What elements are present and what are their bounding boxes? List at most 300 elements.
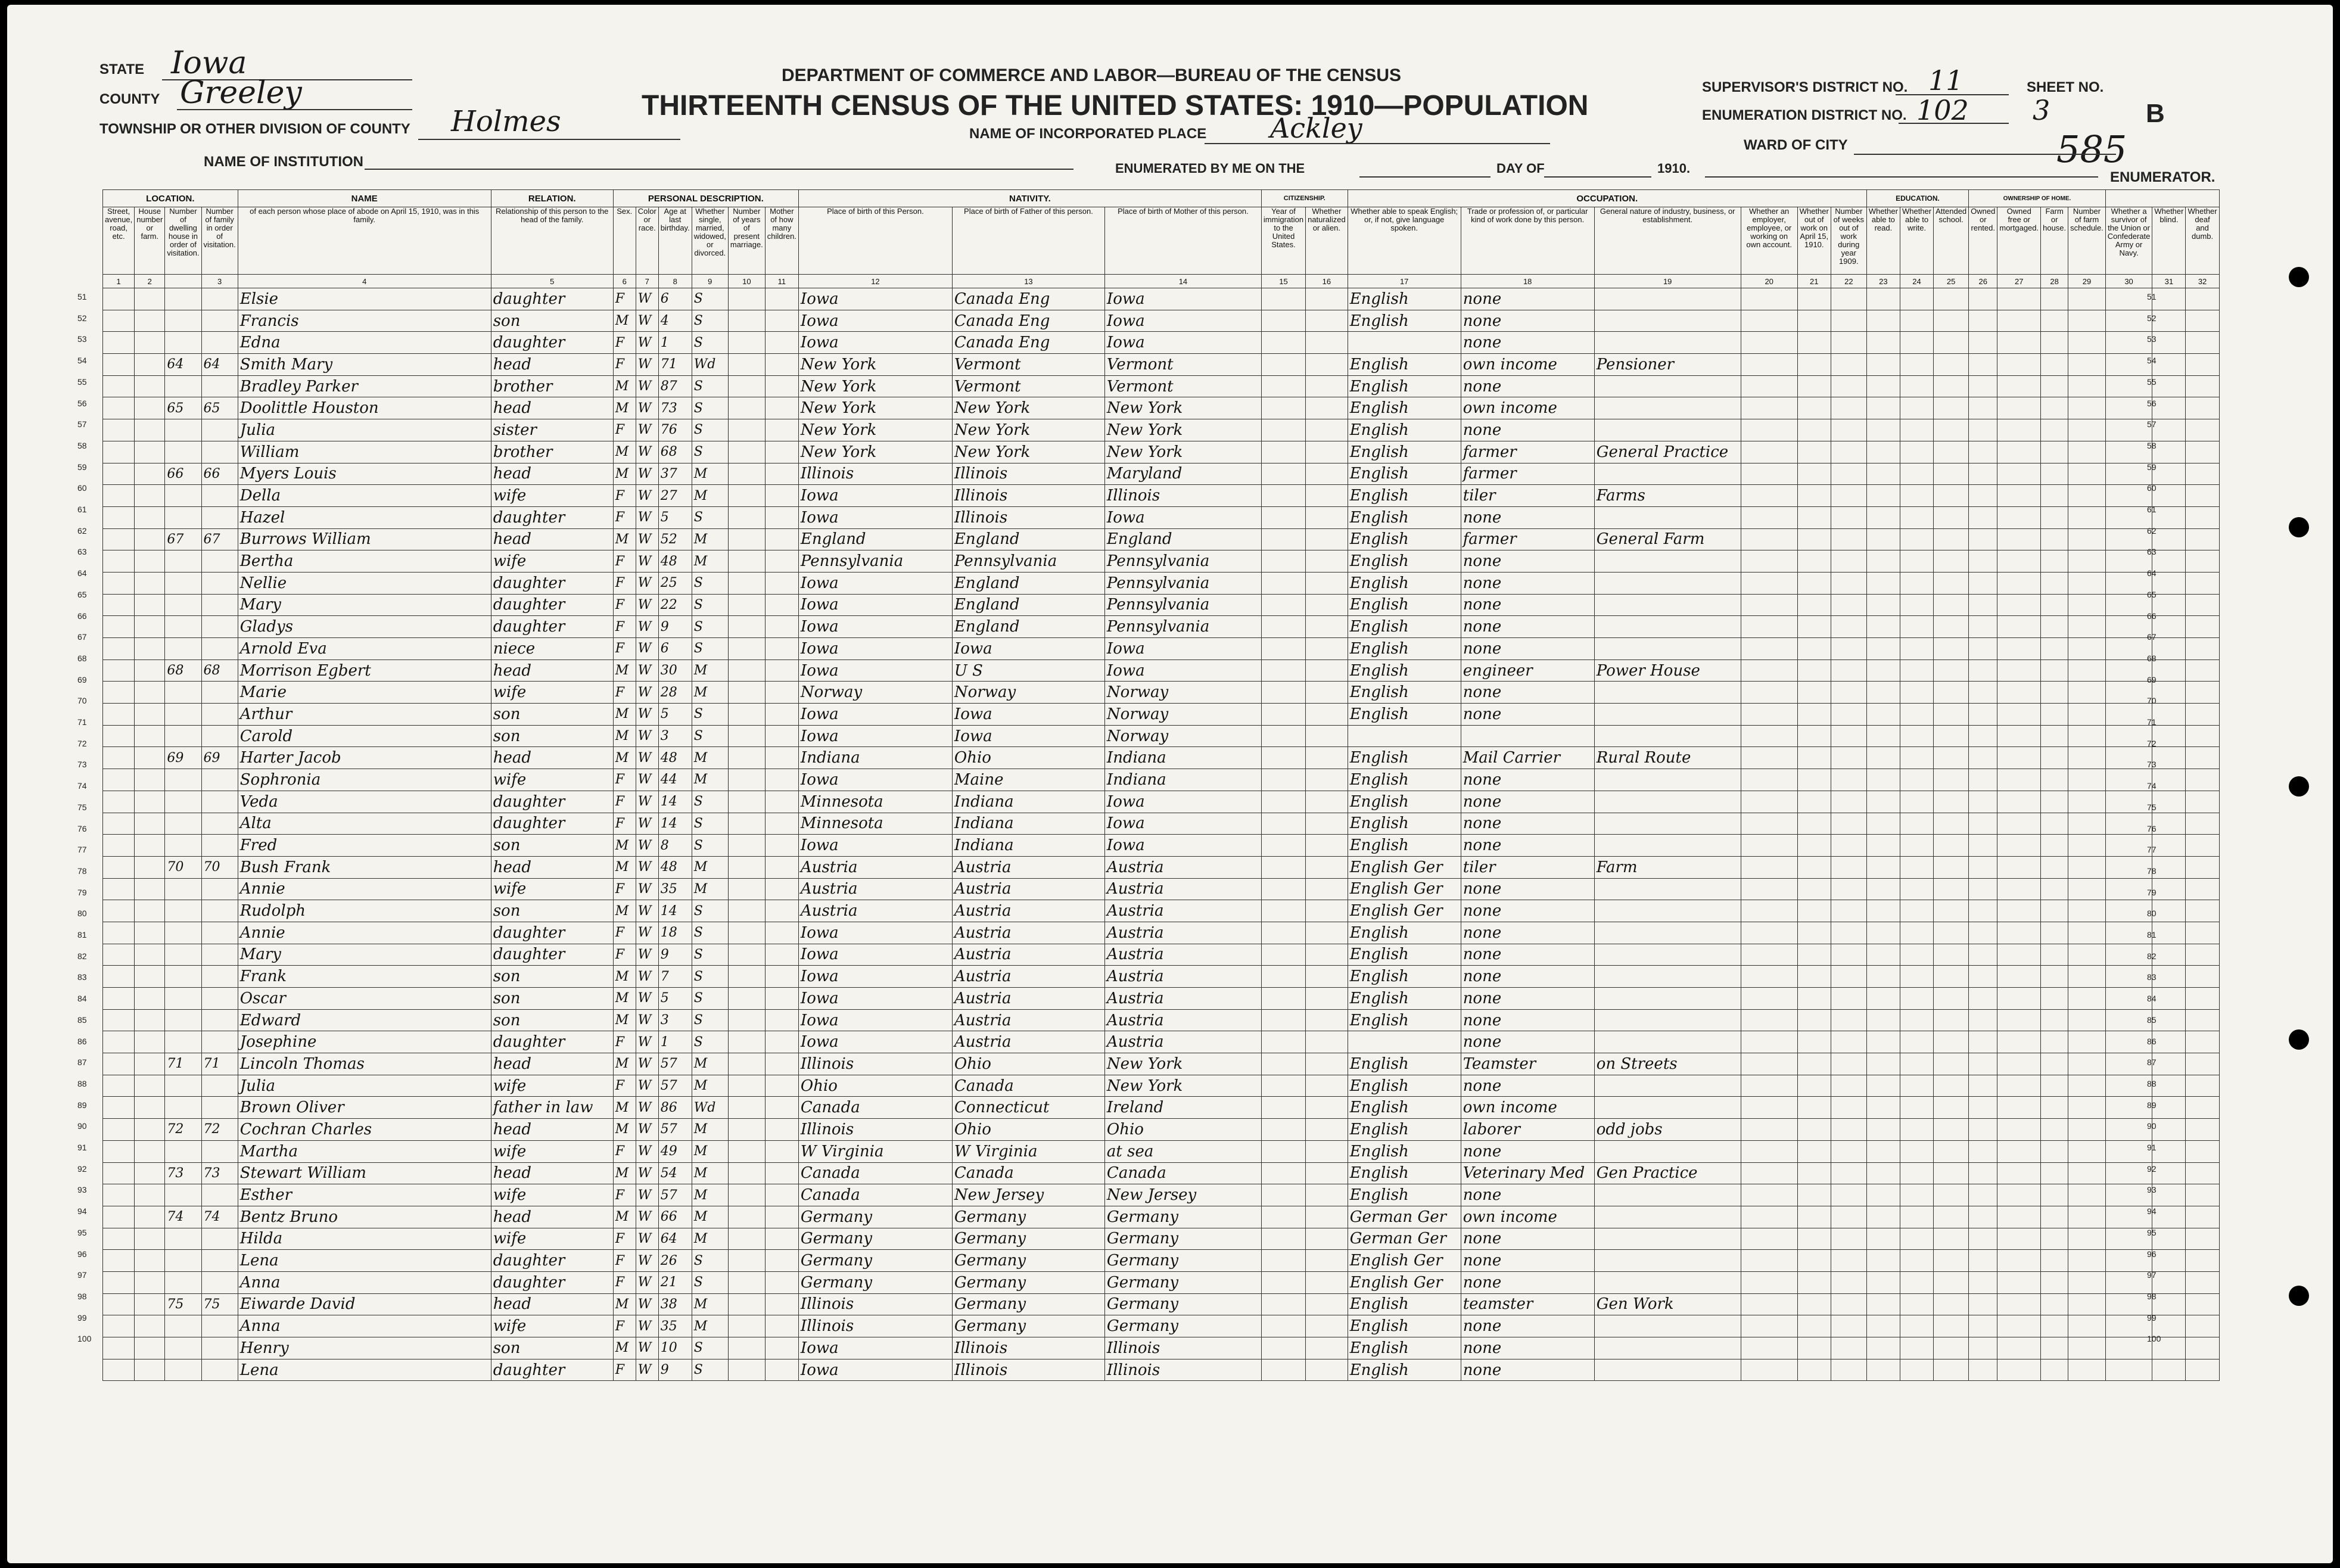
cell-empty: [1997, 332, 2041, 354]
cell-empty: [1900, 310, 1933, 332]
column-number: 1: [103, 275, 135, 288]
cell-empty: [1866, 1206, 1900, 1228]
group-citizenship: CITIZENSHIP.: [1261, 190, 1348, 207]
line-number: 75: [2147, 802, 2157, 812]
cell-empty: [1261, 966, 1305, 988]
cell-empty: [1831, 791, 1866, 813]
cell-rel: head: [491, 354, 613, 376]
cell-occ: none: [1461, 419, 1594, 441]
cell-empty: [103, 1293, 135, 1315]
cell-empty: [1969, 1009, 1997, 1031]
cell-empty: [1831, 332, 1866, 354]
cell-empty: [1797, 1097, 1831, 1119]
cell-mborn: Norway: [1104, 704, 1261, 726]
line-number: 53: [2147, 334, 2157, 344]
cell-empty: [1997, 1140, 2041, 1162]
line-number: 67: [2147, 632, 2157, 642]
cell-empty: [1900, 616, 1933, 638]
cell-empty: [765, 1271, 798, 1293]
cell-sex: F: [613, 1315, 636, 1337]
line-number: 90: [77, 1121, 87, 1131]
cell-empty: [103, 659, 135, 682]
cell-rel: niece: [491, 638, 613, 660]
cell-empty: [2186, 725, 2219, 747]
cell-ind: [1594, 1337, 1741, 1359]
cell-ind: [1594, 922, 1741, 944]
cell-fam: [201, 1228, 238, 1250]
cell-empty: [2041, 1097, 2068, 1119]
column-number: 16: [1306, 275, 1348, 288]
cell-ms: M: [692, 747, 728, 769]
cell-name: Julia: [238, 1075, 491, 1097]
cell-race: W: [636, 1359, 658, 1381]
cell-empty: [1866, 550, 1900, 573]
cell-empty: [1741, 1250, 1797, 1272]
cell-sex: M: [613, 1162, 636, 1184]
cell-name: Frank: [238, 966, 491, 988]
cell-sex: F: [613, 944, 636, 966]
cell-empty: [1261, 375, 1305, 397]
cell-rel: son: [491, 1337, 613, 1359]
cell-race: W: [636, 769, 658, 791]
cell-dw: [165, 1031, 201, 1053]
cell-lang: English: [1348, 1053, 1461, 1075]
cell-empty: [2186, 1053, 2219, 1075]
table-row: [103, 1337, 2220, 1359]
cell-sex: F: [613, 506, 636, 528]
cell-sex: M: [613, 1293, 636, 1315]
cell-empty: [1866, 682, 1900, 704]
cell-empty: [1831, 397, 1866, 419]
cell-empty: [1997, 1162, 2041, 1184]
cell-occ: tiler: [1461, 485, 1594, 507]
cell-empty: [2105, 1119, 2152, 1141]
cell-fam: [201, 1184, 238, 1206]
cell-fborn: Ohio: [952, 1119, 1104, 1141]
cell-empty: [103, 419, 135, 441]
line-number: 79: [77, 887, 87, 897]
cell-empty: [728, 1206, 765, 1228]
cell-mborn: Germany: [1104, 1293, 1261, 1315]
cell-empty: [1741, 856, 1797, 878]
cell-born: Germany: [798, 1206, 952, 1228]
cell-empty: [1741, 506, 1797, 528]
cell-rel: son: [491, 900, 613, 922]
cell-empty: [1934, 900, 1969, 922]
cell-empty: [1741, 594, 1797, 616]
cell-empty: [1831, 528, 1866, 550]
cell-empty: [1741, 1140, 1797, 1162]
cell-empty: [728, 354, 765, 376]
cell-sex: M: [613, 966, 636, 988]
cell-sex: M: [613, 704, 636, 726]
cell-empty: [103, 332, 135, 354]
cell-rel: daughter: [491, 594, 613, 616]
cell-ind: [1594, 1031, 1741, 1053]
cell-empty: [2068, 1162, 2106, 1184]
cell-empty: [1797, 354, 1831, 376]
cell-fborn: Canada: [952, 1075, 1104, 1097]
cell-empty: [135, 1359, 165, 1381]
cell-empty: [2105, 1075, 2152, 1097]
cell-empty: [103, 397, 135, 419]
line-number: 100: [77, 1334, 92, 1344]
cell-empty: [765, 1031, 798, 1053]
cell-empty: [1306, 1097, 1348, 1119]
cell-empty: [1306, 1009, 1348, 1031]
cell-fam: [201, 332, 238, 354]
cell-empty: [2105, 791, 2152, 813]
cell-empty: [135, 835, 165, 857]
cell-empty: [1831, 944, 1866, 966]
cell-empty: [2105, 1031, 2152, 1053]
cell-race: W: [636, 1337, 658, 1359]
cell-empty: [103, 1359, 135, 1381]
cell-lang: English: [1348, 966, 1461, 988]
cell-empty: [1306, 1053, 1348, 1075]
cell-mborn: Pennsylvania: [1104, 572, 1261, 594]
cell-race: W: [636, 988, 658, 1010]
cell-empty: [2041, 1053, 2068, 1075]
cell-ind: [1594, 966, 1741, 988]
cell-empty: [2041, 1075, 2068, 1097]
cell-lang: English: [1348, 354, 1461, 376]
cell-empty: [2068, 791, 2106, 813]
group-ownership: OWNERSHIP OF HOME.: [1969, 190, 2106, 207]
cell-empty: [1831, 616, 1866, 638]
cell-empty: [135, 1293, 165, 1315]
cell-fam: [201, 1075, 238, 1097]
cell-empty: [135, 1119, 165, 1141]
line-number: 78: [2147, 866, 2157, 876]
cell-empty: [1797, 1031, 1831, 1053]
cell-empty: [765, 616, 798, 638]
cell-sex: F: [613, 922, 636, 944]
line-number: 97: [77, 1270, 87, 1280]
cell-dw: [165, 1315, 201, 1337]
cell-lang: English: [1348, 922, 1461, 944]
cell-empty: [1261, 1271, 1305, 1293]
cell-empty: [728, 1228, 765, 1250]
column-number: 20: [1741, 275, 1797, 288]
cell-occ: own income: [1461, 354, 1594, 376]
cell-empty: [1797, 988, 1831, 1010]
cell-empty: [1741, 441, 1797, 463]
cell-fborn: Canada Eng: [952, 310, 1104, 332]
cell-empty: [2105, 485, 2152, 507]
cell-empty: [1997, 725, 2041, 747]
cell-dw: 75: [165, 1293, 201, 1315]
cell-empty: [1969, 441, 1997, 463]
cell-dw: [165, 419, 201, 441]
cell-name: Julia: [238, 419, 491, 441]
cell-empty: [1261, 310, 1305, 332]
cell-empty: [1969, 1315, 1997, 1337]
cell-name: Burrows William: [238, 528, 491, 550]
cell-empty: [2186, 550, 2219, 573]
table-row: [103, 659, 2220, 682]
cell-born: New York: [798, 441, 952, 463]
cell-fborn: Indiana: [952, 791, 1104, 813]
table-row: [103, 1250, 2220, 1272]
cell-empty: [2152, 791, 2186, 813]
cell-rel: daughter: [491, 1031, 613, 1053]
table-row: [103, 310, 2220, 332]
cell-empty: [1866, 747, 1900, 769]
cell-empty: [135, 616, 165, 638]
cell-rel: sister: [491, 419, 613, 441]
cell-empty: [1997, 813, 2041, 835]
table-row: [103, 1359, 2220, 1381]
cell-empty: [1934, 572, 1969, 594]
cell-mborn: Germany: [1104, 1315, 1261, 1337]
cell-ind: [1594, 725, 1741, 747]
cell-born: New York: [798, 419, 952, 441]
cell-empty: [2068, 419, 2106, 441]
cell-empty: [1866, 725, 1900, 747]
cell-sex: F: [613, 616, 636, 638]
cell-occ: none: [1461, 704, 1594, 726]
cell-empty: [1831, 288, 1866, 310]
cell-empty: [1934, 528, 1969, 550]
cell-empty: [1997, 354, 2041, 376]
cell-dw: [165, 550, 201, 573]
cell-rel: daughter: [491, 944, 613, 966]
cell-empty: [1797, 441, 1831, 463]
cell-name: Bertha: [238, 550, 491, 573]
cell-empty: [1997, 572, 2041, 594]
cell-empty: [1969, 1271, 1997, 1293]
cell-fam: 65: [201, 397, 238, 419]
cell-empty: [103, 900, 135, 922]
cell-empty: [1306, 922, 1348, 944]
cell-empty: [1934, 1359, 1969, 1381]
sheet-number-label: SHEET NO.: [2027, 79, 2104, 95]
cell-empty: [1741, 922, 1797, 944]
cell-empty: [728, 572, 765, 594]
cell-empty: [135, 1228, 165, 1250]
cell-empty: [1831, 638, 1866, 660]
cell-mborn: Iowa: [1104, 506, 1261, 528]
cell-age: 9: [658, 944, 692, 966]
cell-empty: [728, 682, 765, 704]
cell-empty: [1261, 397, 1305, 419]
group-name: NAME: [238, 190, 491, 207]
line-number: 72: [2147, 738, 2157, 748]
column-number: 3: [201, 275, 238, 288]
cell-empty: [2152, 922, 2186, 944]
cell-occ: none: [1461, 1315, 1594, 1337]
cell-empty: [2152, 1097, 2186, 1119]
cell-empty: [1831, 747, 1866, 769]
cell-empty: [1831, 1228, 1866, 1250]
table-row: [103, 900, 2220, 922]
cell-age: 26: [658, 1250, 692, 1272]
line-number: 54: [77, 356, 87, 366]
cell-dw: [165, 1097, 201, 1119]
cell-occ: none: [1461, 332, 1594, 354]
cell-born: Iowa: [798, 769, 952, 791]
cell-ind: [1594, 769, 1741, 791]
cell-dw: 68: [165, 659, 201, 682]
cell-mborn: Norway: [1104, 725, 1261, 747]
cell-fborn: England: [952, 572, 1104, 594]
cell-rel: daughter: [491, 288, 613, 310]
column-header: Owned or rented.: [1969, 207, 1997, 275]
cell-empty: [1969, 856, 1997, 878]
column-header: Whether blind.: [2152, 207, 2186, 275]
cell-empty: [1831, 1119, 1866, 1141]
cell-empty: [1306, 572, 1348, 594]
cell-rel: son: [491, 704, 613, 726]
cell-empty: [1969, 988, 1997, 1010]
cell-empty: [1969, 332, 1997, 354]
cell-empty: [765, 704, 798, 726]
cell-empty: [1797, 419, 1831, 441]
cell-empty: [1741, 1293, 1797, 1315]
cell-fborn: Germany: [952, 1293, 1104, 1315]
cell-name: Doolittle Houston: [238, 397, 491, 419]
cell-empty: [103, 616, 135, 638]
cell-ms: Wd: [692, 354, 728, 376]
cell-empty: [2041, 419, 2068, 441]
cell-fborn: Pennsylvania: [952, 550, 1104, 573]
line-number: 75: [77, 802, 87, 812]
cell-empty: [2068, 288, 2106, 310]
cell-empty: [1797, 704, 1831, 726]
cell-fborn: New Jersey: [952, 1184, 1104, 1206]
cell-empty: [1900, 1053, 1933, 1075]
cell-empty: [1969, 1293, 1997, 1315]
cell-empty: [1969, 1337, 1997, 1359]
cell-empty: [2105, 463, 2152, 485]
cell-empty: [2186, 1184, 2219, 1206]
cell-mborn: Austria: [1104, 900, 1261, 922]
cell-rel: son: [491, 725, 613, 747]
cell-empty: [135, 659, 165, 682]
cell-empty: [2068, 1337, 2106, 1359]
cell-empty: [1741, 944, 1797, 966]
cell-empty: [103, 1315, 135, 1337]
line-number: 82: [77, 951, 87, 961]
cell-mborn: Germany: [1104, 1250, 1261, 1272]
cell-empty: [765, 1206, 798, 1228]
cell-empty: [2068, 813, 2106, 835]
cell-empty: [1831, 813, 1866, 835]
cell-empty: [728, 1315, 765, 1337]
cell-empty: [1797, 1359, 1831, 1381]
cell-empty: [1900, 1315, 1933, 1337]
cell-empty: [1934, 747, 1969, 769]
cell-born: Germany: [798, 1271, 952, 1293]
cell-empty: [1969, 1119, 1997, 1141]
line-number: 92: [2147, 1163, 2157, 1174]
cell-empty: [135, 638, 165, 660]
table-row: [103, 1228, 2220, 1250]
cell-empty: [728, 1293, 765, 1315]
cell-rel: wife: [491, 682, 613, 704]
cell-dw: 66: [165, 463, 201, 485]
cell-dw: [165, 638, 201, 660]
cell-fborn: Indiana: [952, 813, 1104, 835]
cell-empty: [765, 900, 798, 922]
cell-empty: [2186, 616, 2219, 638]
cell-empty: [2186, 1315, 2219, 1337]
cell-sex: F: [613, 1228, 636, 1250]
cell-sex: F: [613, 594, 636, 616]
cell-lang: English: [1348, 1009, 1461, 1031]
cell-ms: S: [692, 1009, 728, 1031]
column-number: 9: [692, 275, 728, 288]
line-number: 96: [2147, 1249, 2157, 1259]
cell-sex: M: [613, 1119, 636, 1141]
cell-empty: [1741, 288, 1797, 310]
line-number: 94: [77, 1206, 87, 1217]
cell-empty: [1997, 966, 2041, 988]
cell-empty: [2041, 594, 2068, 616]
cell-sex: F: [613, 1031, 636, 1053]
cell-sex: F: [613, 1140, 636, 1162]
cell-empty: [1934, 1031, 1969, 1053]
cell-fam: [201, 1337, 238, 1359]
cell-born: Iowa: [798, 659, 952, 682]
table-row: [103, 616, 2220, 638]
cell-empty: [1306, 288, 1348, 310]
cell-empty: [135, 528, 165, 550]
enumerated-label: ENUMERATED BY ME ON THE: [1115, 161, 1305, 176]
line-number: 87: [77, 1057, 87, 1068]
line-number: 83: [77, 972, 87, 982]
cell-empty: [1900, 594, 1933, 616]
cell-empty: [1900, 966, 1933, 988]
line-number: 89: [77, 1100, 87, 1110]
cell-dw: 64: [165, 354, 201, 376]
cell-empty: [103, 1206, 135, 1228]
cell-empty: [1306, 966, 1348, 988]
cell-empty: [765, 944, 798, 966]
column-header: Whether single, married, widowed, or divorced.: [692, 207, 728, 275]
cell-empty: [1306, 1140, 1348, 1162]
cell-empty: [1997, 1075, 2041, 1097]
cell-empty: [1831, 463, 1866, 485]
cell-empty: [1866, 354, 1900, 376]
cell-empty: [1997, 638, 2041, 660]
cell-empty: [1900, 835, 1933, 857]
line-number: 70: [77, 696, 87, 706]
cell-empty: [103, 813, 135, 835]
cell-empty: [1969, 747, 1997, 769]
cell-empty: [1934, 354, 1969, 376]
ward-label: WARD OF CITY: [1744, 137, 1848, 153]
cell-empty: [1866, 1271, 1900, 1293]
year-label: 1910.: [1657, 161, 1691, 176]
cell-empty: [2041, 878, 2068, 900]
cell-ms: M: [692, 1162, 728, 1184]
cell-empty: [765, 594, 798, 616]
cell-age: 6: [658, 638, 692, 660]
cell-empty: [1797, 506, 1831, 528]
cell-empty: [1900, 1097, 1933, 1119]
cell-rel: brother: [491, 441, 613, 463]
cell-empty: [1866, 1337, 1900, 1359]
cell-empty: [1900, 550, 1933, 573]
cell-empty: [728, 1031, 765, 1053]
cell-mborn: Maryland: [1104, 463, 1261, 485]
cell-empty: [1741, 966, 1797, 988]
cell-fam: [201, 725, 238, 747]
cell-empty: [2068, 550, 2106, 573]
cell-ms: M: [692, 1119, 728, 1141]
